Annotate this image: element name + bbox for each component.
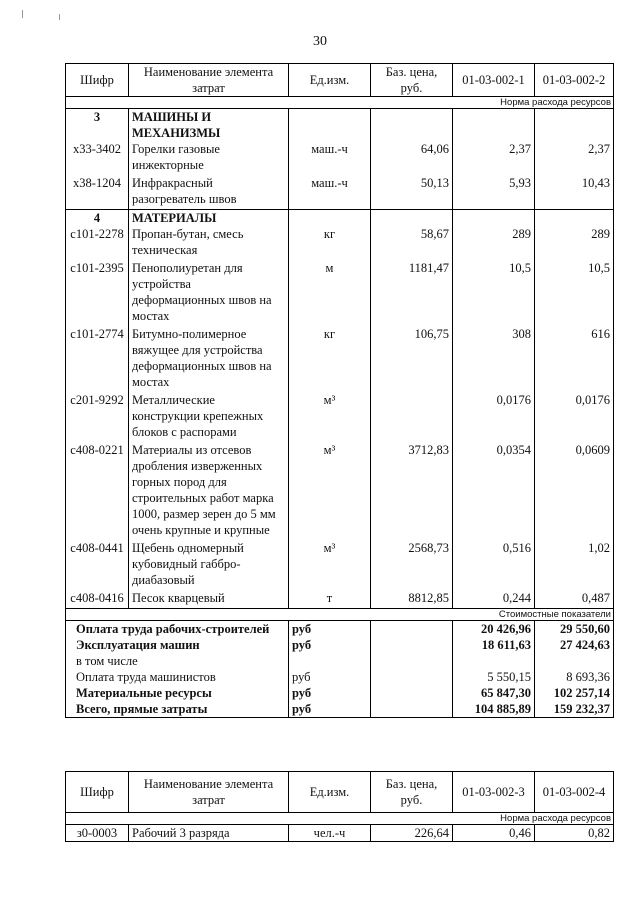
resource-table-2 bbox=[65, 771, 614, 842]
resource-v2: 0,0609 bbox=[535, 442, 614, 540]
resource-unit: маш.-ч bbox=[289, 141, 371, 175]
sections-body bbox=[66, 109, 614, 609]
empty-cell bbox=[535, 109, 614, 142]
resource-unit: т bbox=[289, 590, 371, 609]
section-title: МАШИНЫ И МЕХАНИЗМЫ bbox=[129, 109, 289, 142]
total-v1: 5 550,15 bbox=[453, 669, 535, 685]
resource-code: с408-0416 bbox=[66, 590, 129, 609]
header-code: Шифр bbox=[66, 772, 129, 813]
resource-unit: м³ bbox=[289, 540, 371, 590]
resource-name: Пенополиуретан для устройства деформационных швов на мостах bbox=[129, 260, 289, 326]
resource-unit: маш.-ч bbox=[289, 175, 371, 210]
empty-cell bbox=[371, 701, 453, 718]
header-col1: 01-03-002-3 bbox=[453, 772, 535, 813]
resource-name: Инфракрасный разогреватель швов bbox=[129, 175, 289, 210]
resource-v1: 0,0354 bbox=[453, 442, 535, 540]
section-number: 4 bbox=[66, 210, 129, 227]
table-header bbox=[66, 64, 614, 97]
total-v1: 65 847,30 bbox=[453, 685, 535, 701]
empty-cell bbox=[453, 210, 535, 227]
header-code: Шифр bbox=[66, 64, 129, 97]
header-name: Наименование элемента затрат bbox=[129, 64, 289, 97]
resource-v1: 0,244 bbox=[453, 590, 535, 609]
resource-price: 1181,47 bbox=[371, 260, 453, 326]
resource-name: Пропан-бутан, смесь техническая bbox=[129, 226, 289, 260]
resource-row bbox=[66, 590, 614, 609]
resource-price: 106,75 bbox=[371, 326, 453, 392]
resource-code: с408-0221 bbox=[66, 442, 129, 540]
resource-row bbox=[66, 825, 614, 842]
empty-cell bbox=[371, 637, 453, 653]
empty-cell bbox=[371, 621, 453, 638]
resource-unit: м bbox=[289, 260, 371, 326]
resource-code: с101-2278 bbox=[66, 226, 129, 260]
resource-name: Горелки газовые инжекторные bbox=[129, 141, 289, 175]
empty-cell bbox=[371, 653, 453, 669]
empty-cell bbox=[289, 109, 371, 142]
total-unit: руб bbox=[289, 685, 371, 701]
total-row bbox=[66, 637, 614, 653]
resource-unit: чел.-ч bbox=[289, 825, 371, 842]
header-col2: 01-03-002-4 bbox=[535, 772, 614, 813]
header-unit: Ед.изм. bbox=[289, 772, 371, 813]
total-name: Эксплуатация машин bbox=[66, 637, 289, 653]
resource-code: х33-3402 bbox=[66, 141, 129, 175]
total-v2: 27 424,63 bbox=[535, 637, 614, 653]
total-v2: 159 232,37 bbox=[535, 701, 614, 718]
resource-name: Песок кварцевый bbox=[129, 590, 289, 609]
resource-table-1 bbox=[65, 63, 614, 718]
resource-v1: 0,46 bbox=[453, 825, 535, 842]
resource-v2: 0,0176 bbox=[535, 392, 614, 442]
resource-name: Металлические конструкции крепежных блоков с распорами bbox=[129, 392, 289, 442]
resource-row bbox=[66, 540, 614, 590]
resource-price: 8812,85 bbox=[371, 590, 453, 609]
total-name: в том числе bbox=[66, 653, 289, 669]
resource-price: 3712,83 bbox=[371, 442, 453, 540]
empty-cell bbox=[453, 109, 535, 142]
total-row bbox=[66, 685, 614, 701]
section-number: 3 bbox=[66, 109, 129, 142]
scan-mark bbox=[22, 10, 23, 18]
total-row bbox=[66, 701, 614, 718]
total-name: Всего, прямые затраты bbox=[66, 701, 289, 718]
resource-v2: 10,43 bbox=[535, 175, 614, 210]
empty-cell bbox=[371, 685, 453, 701]
norm-subheader bbox=[66, 813, 614, 825]
resource-unit: кг bbox=[289, 226, 371, 260]
resource-price bbox=[371, 392, 453, 442]
resource-code: с101-2774 bbox=[66, 326, 129, 392]
total-row bbox=[66, 653, 614, 669]
total-v2: 102 257,14 bbox=[535, 685, 614, 701]
resource-price: 58,67 bbox=[371, 226, 453, 260]
total-v1 bbox=[453, 653, 535, 669]
total-unit: руб bbox=[289, 621, 371, 638]
resource-price: 2568,73 bbox=[371, 540, 453, 590]
header-unit: Ед.изм. bbox=[289, 64, 371, 97]
resource-row bbox=[66, 442, 614, 540]
header-col1: 01-03-002-1 bbox=[453, 64, 535, 97]
page-number: 30 bbox=[313, 34, 327, 49]
resource-v1: 0,516 bbox=[453, 540, 535, 590]
resource-unit: м³ bbox=[289, 442, 371, 540]
totals-body bbox=[66, 621, 614, 718]
resource-v2: 616 bbox=[535, 326, 614, 392]
total-unit bbox=[289, 653, 371, 669]
resource-code: с101-2395 bbox=[66, 260, 129, 326]
resource-code: с201-9292 bbox=[66, 392, 129, 442]
resource-row bbox=[66, 326, 614, 392]
total-name: Оплата труда рабочих-строителей bbox=[66, 621, 289, 638]
table2-header bbox=[66, 772, 614, 813]
total-v1: 104 885,89 bbox=[453, 701, 535, 718]
resource-row bbox=[66, 226, 614, 260]
resource-row bbox=[66, 175, 614, 210]
resource-v2: 0,487 bbox=[535, 590, 614, 609]
empty-cell bbox=[289, 210, 371, 227]
resource-price: 64,06 bbox=[371, 141, 453, 175]
resource-v1: 289 bbox=[453, 226, 535, 260]
scan-mark bbox=[59, 14, 60, 20]
resource-v1: 2,37 bbox=[453, 141, 535, 175]
norm-subheader-label: Норма расхода ресурсов bbox=[66, 97, 614, 109]
resource-unit: м³ bbox=[289, 392, 371, 442]
empty-cell bbox=[371, 109, 453, 142]
resource-v2: 0,82 bbox=[535, 825, 614, 842]
table2-body bbox=[66, 825, 614, 842]
resource-price: 226,64 bbox=[371, 825, 453, 842]
total-v1: 18 611,63 bbox=[453, 637, 535, 653]
empty-cell bbox=[371, 210, 453, 227]
total-unit: руб bbox=[289, 701, 371, 718]
resource-code: с408-0441 bbox=[66, 540, 129, 590]
cost-subheader bbox=[66, 609, 614, 621]
resource-unit: кг bbox=[289, 326, 371, 392]
norm-subheader-label: Норма расхода ресурсов bbox=[66, 813, 614, 825]
resource-v2: 289 bbox=[535, 226, 614, 260]
resource-row bbox=[66, 260, 614, 326]
resource-code: з0-0003 bbox=[66, 825, 129, 842]
total-v1: 20 426,96 bbox=[453, 621, 535, 638]
total-v2 bbox=[535, 653, 614, 669]
empty-cell bbox=[535, 210, 614, 227]
header-name: Наименование элемента затрат bbox=[129, 772, 289, 813]
resource-v2: 10,5 bbox=[535, 260, 614, 326]
section-title: МАТЕРИАЛЫ bbox=[129, 210, 289, 227]
total-name: Материальные ресурсы bbox=[66, 685, 289, 701]
resource-row bbox=[66, 141, 614, 175]
resource-row bbox=[66, 392, 614, 442]
resource-v1: 0,0176 bbox=[453, 392, 535, 442]
resource-name: Щебень одномерный кубовидный габбро-диабазовый bbox=[129, 540, 289, 590]
total-row bbox=[66, 621, 614, 638]
resource-v2: 1,02 bbox=[535, 540, 614, 590]
total-v2: 29 550,60 bbox=[535, 621, 614, 638]
empty-cell bbox=[371, 669, 453, 685]
total-unit: руб bbox=[289, 669, 371, 685]
norm-subheader bbox=[66, 97, 614, 109]
header-col2: 01-03-002-2 bbox=[535, 64, 614, 97]
resource-v1: 308 bbox=[453, 326, 535, 392]
total-name: Оплата труда машинистов bbox=[66, 669, 289, 685]
resource-v1: 5,93 bbox=[453, 175, 535, 210]
resource-price: 50,13 bbox=[371, 175, 453, 210]
resource-name: Материалы из отсевов дробления изверженных горных пород для строительных работ марка 1000, размер зерен до 5 мм очень крупные и крупные bbox=[129, 442, 289, 540]
total-row bbox=[66, 669, 614, 685]
cost-subheader-label: Стоимостные показатели bbox=[66, 609, 614, 621]
resource-v2: 2,37 bbox=[535, 141, 614, 175]
total-unit: руб bbox=[289, 637, 371, 653]
header-price: Баз. цена, руб. bbox=[371, 64, 453, 97]
resource-name: Рабочий 3 разряда bbox=[129, 825, 289, 842]
header-price: Баз. цена, руб. bbox=[371, 772, 453, 813]
resource-v1: 10,5 bbox=[453, 260, 535, 326]
section-header-row bbox=[66, 210, 614, 227]
total-v2: 8 693,36 bbox=[535, 669, 614, 685]
resource-name: Битумно-полимерное вяжущее для устройства деформационных швов на мостах bbox=[129, 326, 289, 392]
resource-code: х38-1204 bbox=[66, 175, 129, 210]
section-header-row bbox=[66, 109, 614, 142]
